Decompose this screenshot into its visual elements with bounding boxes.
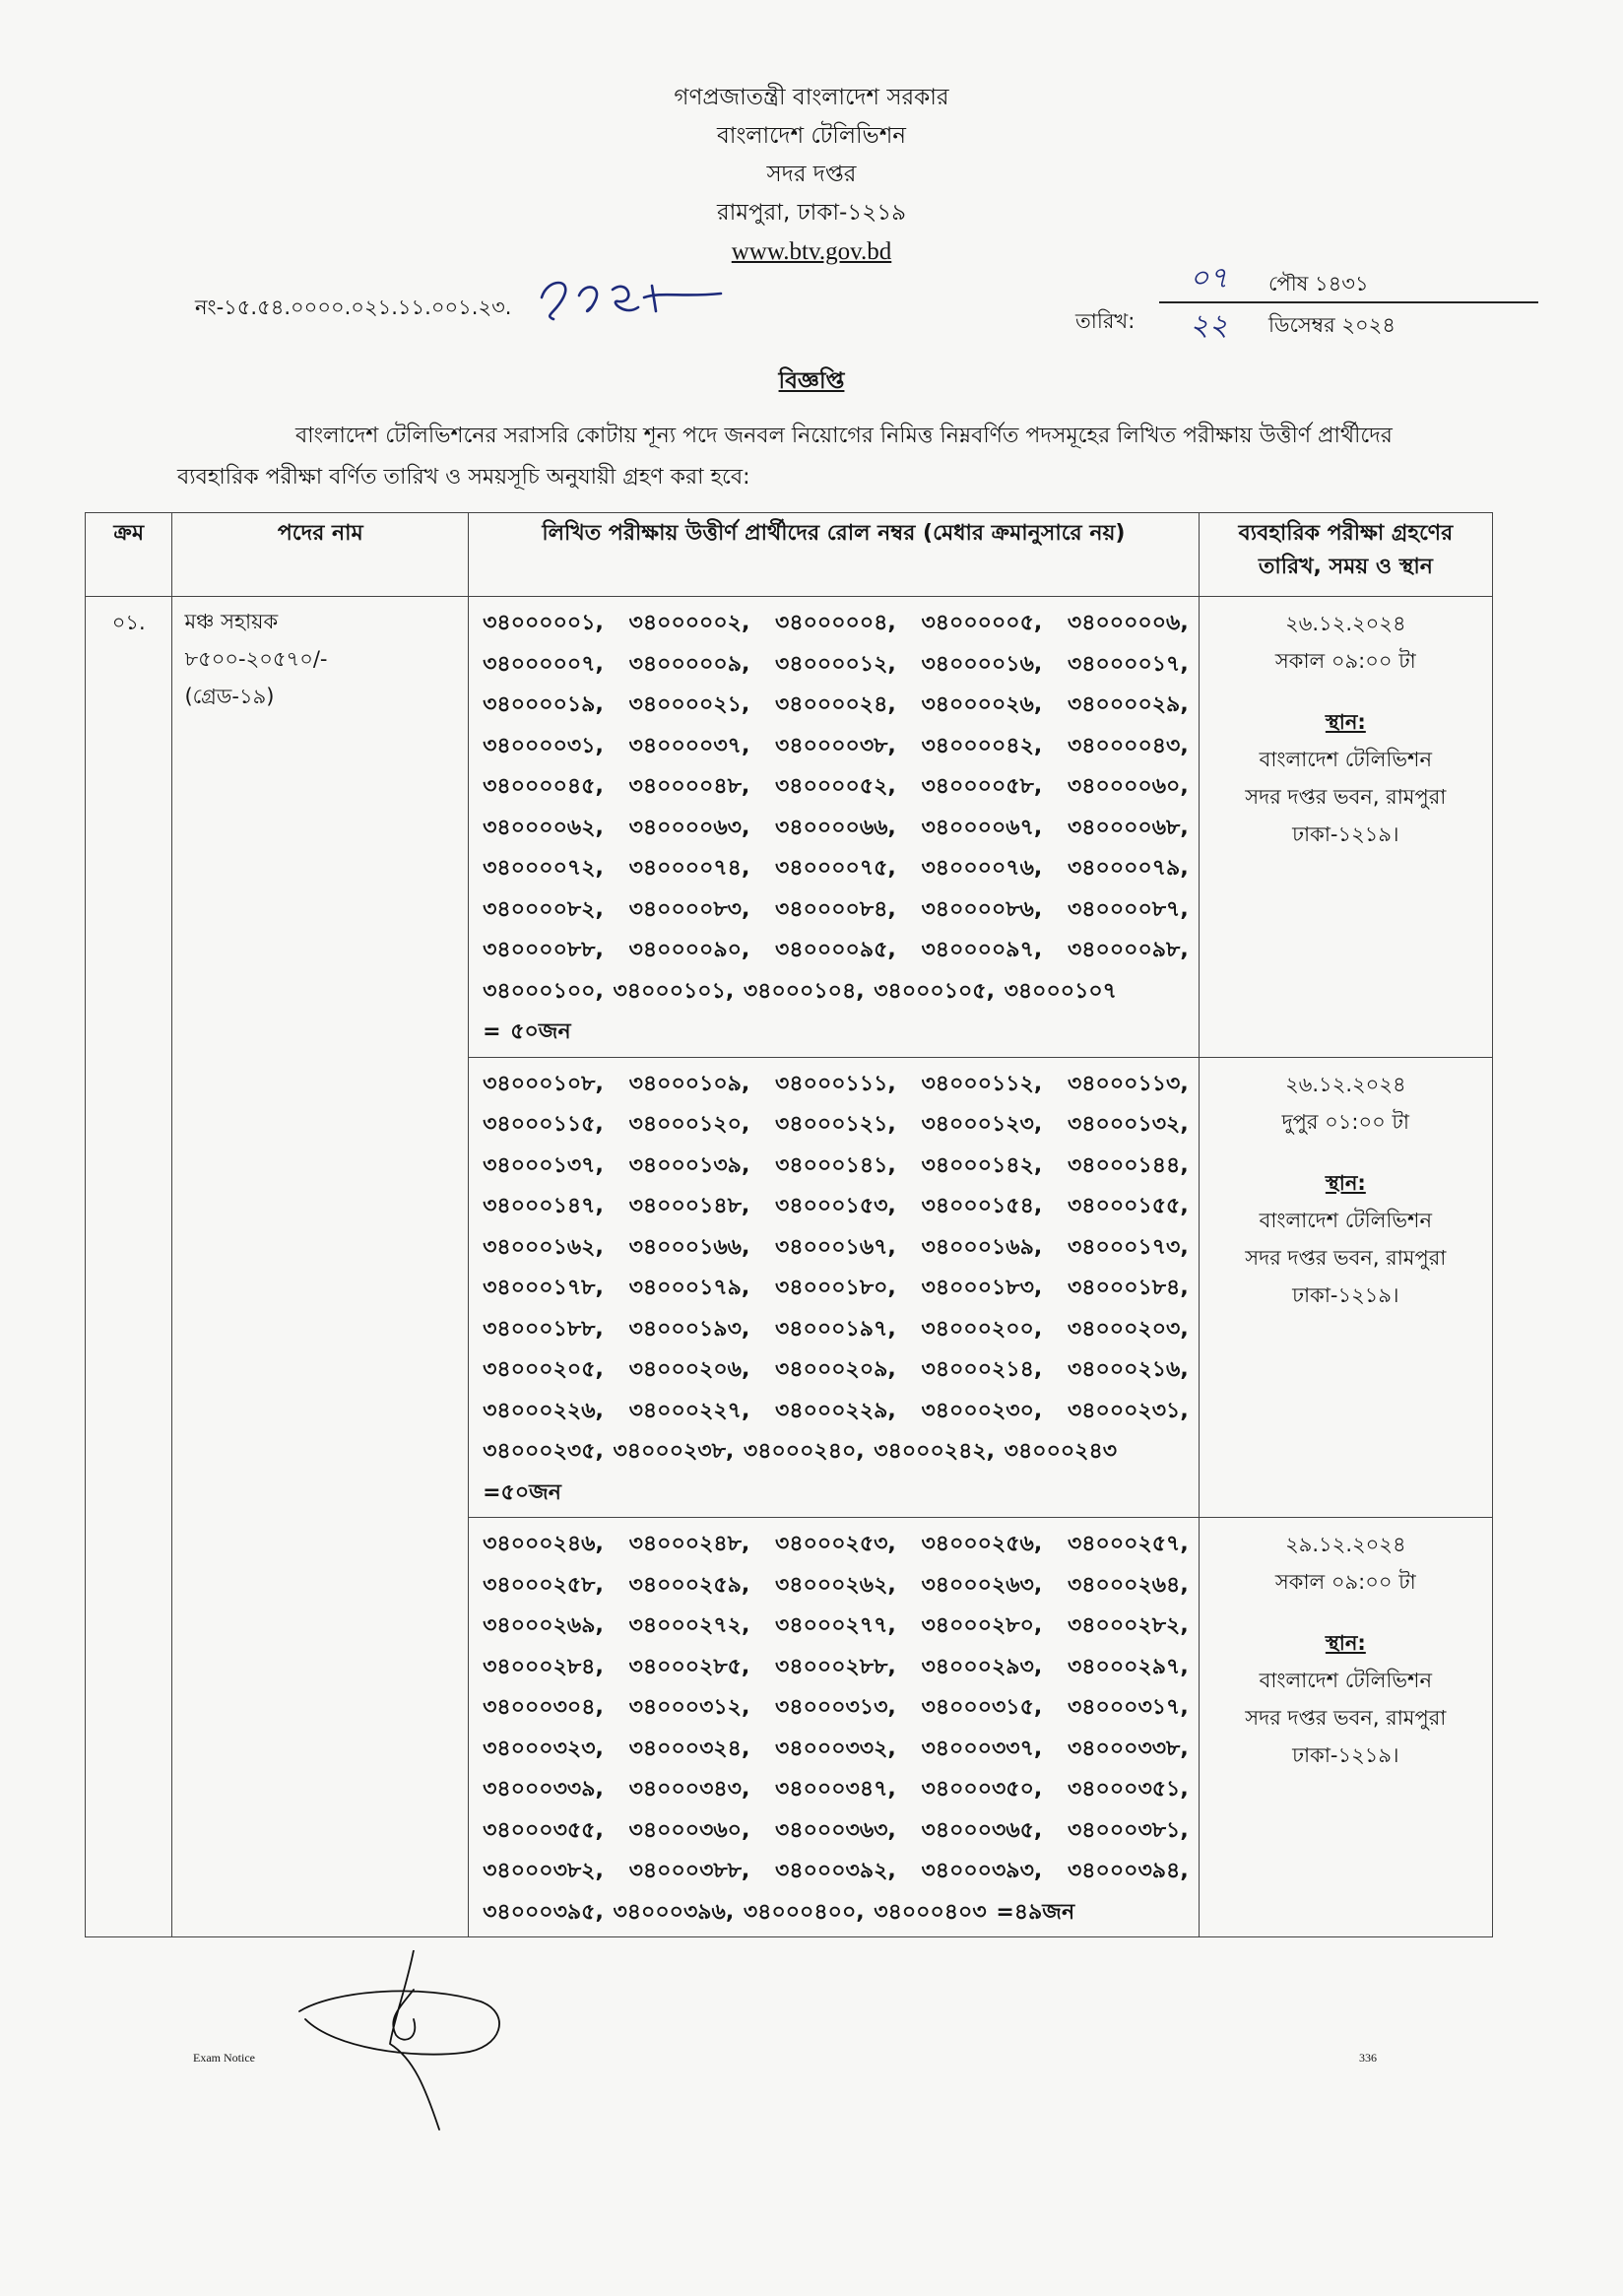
handwritten-day-bangla: ০৭: [1190, 261, 1229, 295]
schedule-group-1: [1199, 597, 1492, 1058]
notice-title-text: বিজ্ঞপ্তি: [778, 368, 845, 394]
header-post: পদের নাম: [172, 513, 469, 597]
place-line: ঢাকা-১২১৯।: [1292, 822, 1399, 846]
signature: [295, 1950, 532, 2141]
notice-title: [0, 362, 1623, 401]
place-line: সদর দপ্তর ভবন, রামপুরা: [1245, 1706, 1447, 1730]
post-cell: [172, 597, 469, 1937]
page-number: 336: [1359, 2051, 1377, 2065]
schedule-group-3: [1199, 1518, 1492, 1937]
date-english-text: ডিসেম্বর ২০২৪: [1268, 313, 1396, 337]
table-header-row: [86, 513, 1493, 597]
exam-time: সকাল ০৯:০০ টা: [1274, 1570, 1416, 1594]
place-label: স্থান:: [1325, 1170, 1366, 1195]
website-link[interactable]: www.btv.gov.bd: [731, 238, 892, 265]
letterhead: [0, 79, 1623, 271]
header-rolls: লিখিত পরীক্ষায় উত্তীর্ণ প্রার্থীদের রোল নম্বর (মেধার ক্রমানুসারে নয়): [469, 513, 1200, 597]
place-line: সদর দপ্তর ভবন, রামপুরা: [1245, 785, 1447, 809]
roll-numbers: ৩৪০০০১০৮, ৩৪০০০১০৯, ৩৪০০০১১১, ৩৪০০০১১২, ৩৪০০০১১৩, ৩৪০০০১১৫, ৩৪০০০১২০, ৩৪০০০১২১, ৩৪০০০১২৩, ৩৪০০০১৩২, ৩৪০০০১৩৭, ৩৪০০০১৩৯, ৩৪০০০১৪১, ৩৪০০০১৪২, ৩৪০০০১৪৪, ৩৪০০০১৪৭, ৩৪০০০১৪৮, ৩৪০০০১৫৩, ৩৪০০০১৫৪, ৩৪০০০১৫৫, ৩৪০০০১৬২, ৩৪০০০১৬৬, ৩৪০০০১৬৭, ৩৪০০০১৬৯, ৩৪০০০১৭৩, ৩৪০০০১৭৮, ৩৪০০০১৭৯, ৩৪০০০১৮০, ৩৪০০০১৮৩, ৩৪০০০১৮৪, ৩৪০০০১৮৮, ৩৪০০০১৯৩, ৩৪০০০১৯৭, ৩৪০০০২০০, ৩৪০০০২০৩, ৩৪০০০২০৫, ৩৪০০০২০৬, ৩৪০০০২০৯, ৩৪০০০২১৪, ৩৪০০০২১৬, ৩৪০০০২২৬, ৩৪০০০২২৭, ৩৪০০০২২৯, ৩৪০০০২৩০, ৩৪০০০২৩১, ৩৪০০০২৩৫, ৩৪০০০২৩৮, ৩৪০০০২৪০, ৩৪০০০২৪২, ৩৪০০০২৪৩: [483, 1071, 1189, 1464]
office-name: সদর দপ্তর: [766, 162, 857, 187]
pay-grade: (গ্রেড-১৯): [184, 685, 275, 708]
intro-paragraph: বাংলাদেশ টেলিভিশনের সরাসরি কোটায় শূন্য পদে জনবল নিয়োগের নিমিত্ত নিম্নবর্ণিত পদসমূহের লিখিত পরীক্ষায় উত্তীর্ণ প্রার্থীদের ব্যবহারিক পরীক্ষা বর্ণিত তারিখ ও সময়সূচি অনুযায়ী গ্রহণ করা হবে:: [177, 424, 1393, 490]
footer-label: Exam Notice: [193, 2051, 255, 2065]
group-total: =৫০জন: [483, 1479, 561, 1505]
govt-name: গণপ্রজাতন্ত্রী বাংলাদেশ সরকার: [674, 85, 949, 110]
memo-date: [1075, 254, 1450, 353]
exam-time: দুপুর ০১:০০ টা: [1281, 1109, 1410, 1134]
exam-schedule-table: [85, 512, 1493, 1937]
place-line: বাংলাদেশ টেলিভিশন: [1259, 748, 1433, 771]
header-info: ব্যবহারিক পরীক্ষা গ্রহণের তারিখ, সময় ও স্থান: [1199, 513, 1492, 597]
date-label: তারিখ:: [1075, 309, 1136, 333]
pay-scale: ৮৫০০-২০৫৭০/-: [184, 647, 328, 671]
place-line: বাংলাদেশ টেলিভিশন: [1259, 1669, 1433, 1692]
date-english: [1190, 308, 1396, 344]
roll-list-group-2: [469, 1057, 1200, 1518]
table-row: [86, 597, 1493, 1058]
exam-date: ২৬.১২.২০২৪: [1285, 1072, 1406, 1096]
roll-list-group-3: [469, 1518, 1200, 1937]
roll-list-group-1: [469, 597, 1200, 1058]
group-total: =৪৯জন: [996, 1899, 1075, 1925]
handwritten-memo-number: [534, 268, 731, 331]
date-bangla-text: পৌষ ১৪৩১: [1268, 272, 1369, 295]
exam-time: সকাল ০৯:০০ টা: [1274, 649, 1416, 673]
schedule-group-2: [1199, 1057, 1492, 1518]
exam-date: ২৬.১২.২০২৪: [1285, 612, 1406, 635]
roll-numbers: ৩৪০০০২৪৬, ৩৪০০০২৪৮, ৩৪০০০২৫৩, ৩৪০০০২৫৬, ৩৪০০০২৫৭, ৩৪০০০২৫৮, ৩৪০০০২৫৯, ৩৪০০০২৬২, ৩৪০০০২৬৩, ৩৪০০০২৬৪, ৩৪০০০২৬৯, ৩৪০০০২৭২, ৩৪০০০২৭৭, ৩৪০০০২৮০, ৩৪০০০২৮২, ৩৪০০০২৮৪, ৩৪০০০২৮৫, ৩৪০০০২৮৮, ৩৪০০০২৯৩, ৩৪০০০২৯৭, ৩৪০০০৩০৪, ৩৪০০০৩১২, ৩৪০০০৩১৩, ৩৪০০০৩১৫, ৩৪০০০৩১৭, ৩৪০০০৩২৩, ৩৪০০০৩২৪, ৩৪০০০৩৩২, ৩৪০০০৩৩৭, ৩৪০০০৩৩৮, ৩৪০০০৩৩৯, ৩৪০০০৩৪৩, ৩৪০০০৩৪৭, ৩৪০০০৩৫০, ৩৪০০০৩৫১, ৩৪০০০৩৫৫, ৩৪০০০৩৬০, ৩৪০০০৩৬৩, ৩৪০০০৩৬৫, ৩৪০০০৩৮১, ৩৪০০০৩৮২, ৩৪০০০৩৮৮, ৩৪০০০৩৯২, ৩৪০০০৩৯৩, ৩৪০০০৩৯৪, ৩৪০০০৩৯৫, ৩৪০০০৩৯৬, ৩৪০০০৪০০, ৩৪০০০৪০৩: [483, 1532, 1189, 1925]
roll-numbers: ৩৪০০০০০১, ৩৪০০০০০২, ৩৪০০০০০৪, ৩৪০০০০০৫, ৩৪০০০০০৬, ৩৪০০০০০৭, ৩৪০০০০০৯, ৩৪০০০০১২, ৩৪০০০০১৬, ৩৪০০০০১৭, ৩৪০০০০১৯, ৩৪০০০০২১, ৩৪০০০০২৪, ৩৪০০০০২৬, ৩৪০০০০২৯, ৩৪০০০০৩১, ৩৪০০০০৩৭, ৩৪০০০০৩৮, ৩৪০০০০৪২, ৩৪০০০০৪৩, ৩৪০০০০৪৫, ৩৪০০০০৪৮, ৩৪০০০০৫২, ৩৪০০০০৫৮, ৩৪০০০০৬০, ৩৪০০০০৬২, ৩৪০০০০৬৩, ৩৪০০০০৬৬, ৩৪০০০০৬৭, ৩৪০০০০৬৮, ৩৪০০০০৭২, ৩৪০০০০৭৪, ৩৪০০০০৭৫, ৩৪০০০০৭৬, ৩৪০০০০৭৯, ৩৪০০০০৮২, ৩৪০০০০৮৩, ৩৪০০০০৮৪, ৩৪০০০০৮৬, ৩৪০০০০৮৭, ৩৪০০০০৮৮, ৩৪০০০০৯০, ৩৪০০০০৯৫, ৩৪০০০০৯৭, ৩৪০০০০৯৮, ৩৪০০০১০০, ৩৪০০০১০১, ৩৪০০০১০৪, ৩৪০০০১০৫, ৩৪০০০১০৭: [483, 611, 1189, 1004]
exam-date: ২৯.১২.২০২৪: [1285, 1533, 1406, 1556]
group-total: = ৫০জন: [483, 1019, 571, 1044]
place-line: ঢাকা-১২১৯।: [1292, 1282, 1399, 1307]
place-line: সদর দপ্তর ভবন, রামপুরা: [1245, 1245, 1447, 1270]
memo-number: নং-১৫.৫৪.০০০০.০২১.১১.০০১.২৩.: [195, 295, 512, 319]
serial-cell: ০১.: [86, 597, 172, 1937]
org-name: বাংলাদেশ টেলিভিশন: [716, 123, 907, 149]
place-line: বাংলাদেশ টেলিভিশন: [1259, 1208, 1433, 1232]
place-line: ঢাকা-১২১৯।: [1292, 1743, 1399, 1767]
office-address: রামপুরা, ঢাকা-১২১৯: [716, 200, 907, 226]
handwritten-day-english: ২২: [1190, 308, 1229, 343]
place-label: স্থান:: [1325, 1631, 1366, 1655]
place-label: স্থান:: [1325, 710, 1366, 734]
date-bangla: [1190, 261, 1369, 302]
post-name: মঞ্চ সহায়ক: [184, 610, 279, 633]
header-serial: ক্রম: [86, 513, 172, 597]
